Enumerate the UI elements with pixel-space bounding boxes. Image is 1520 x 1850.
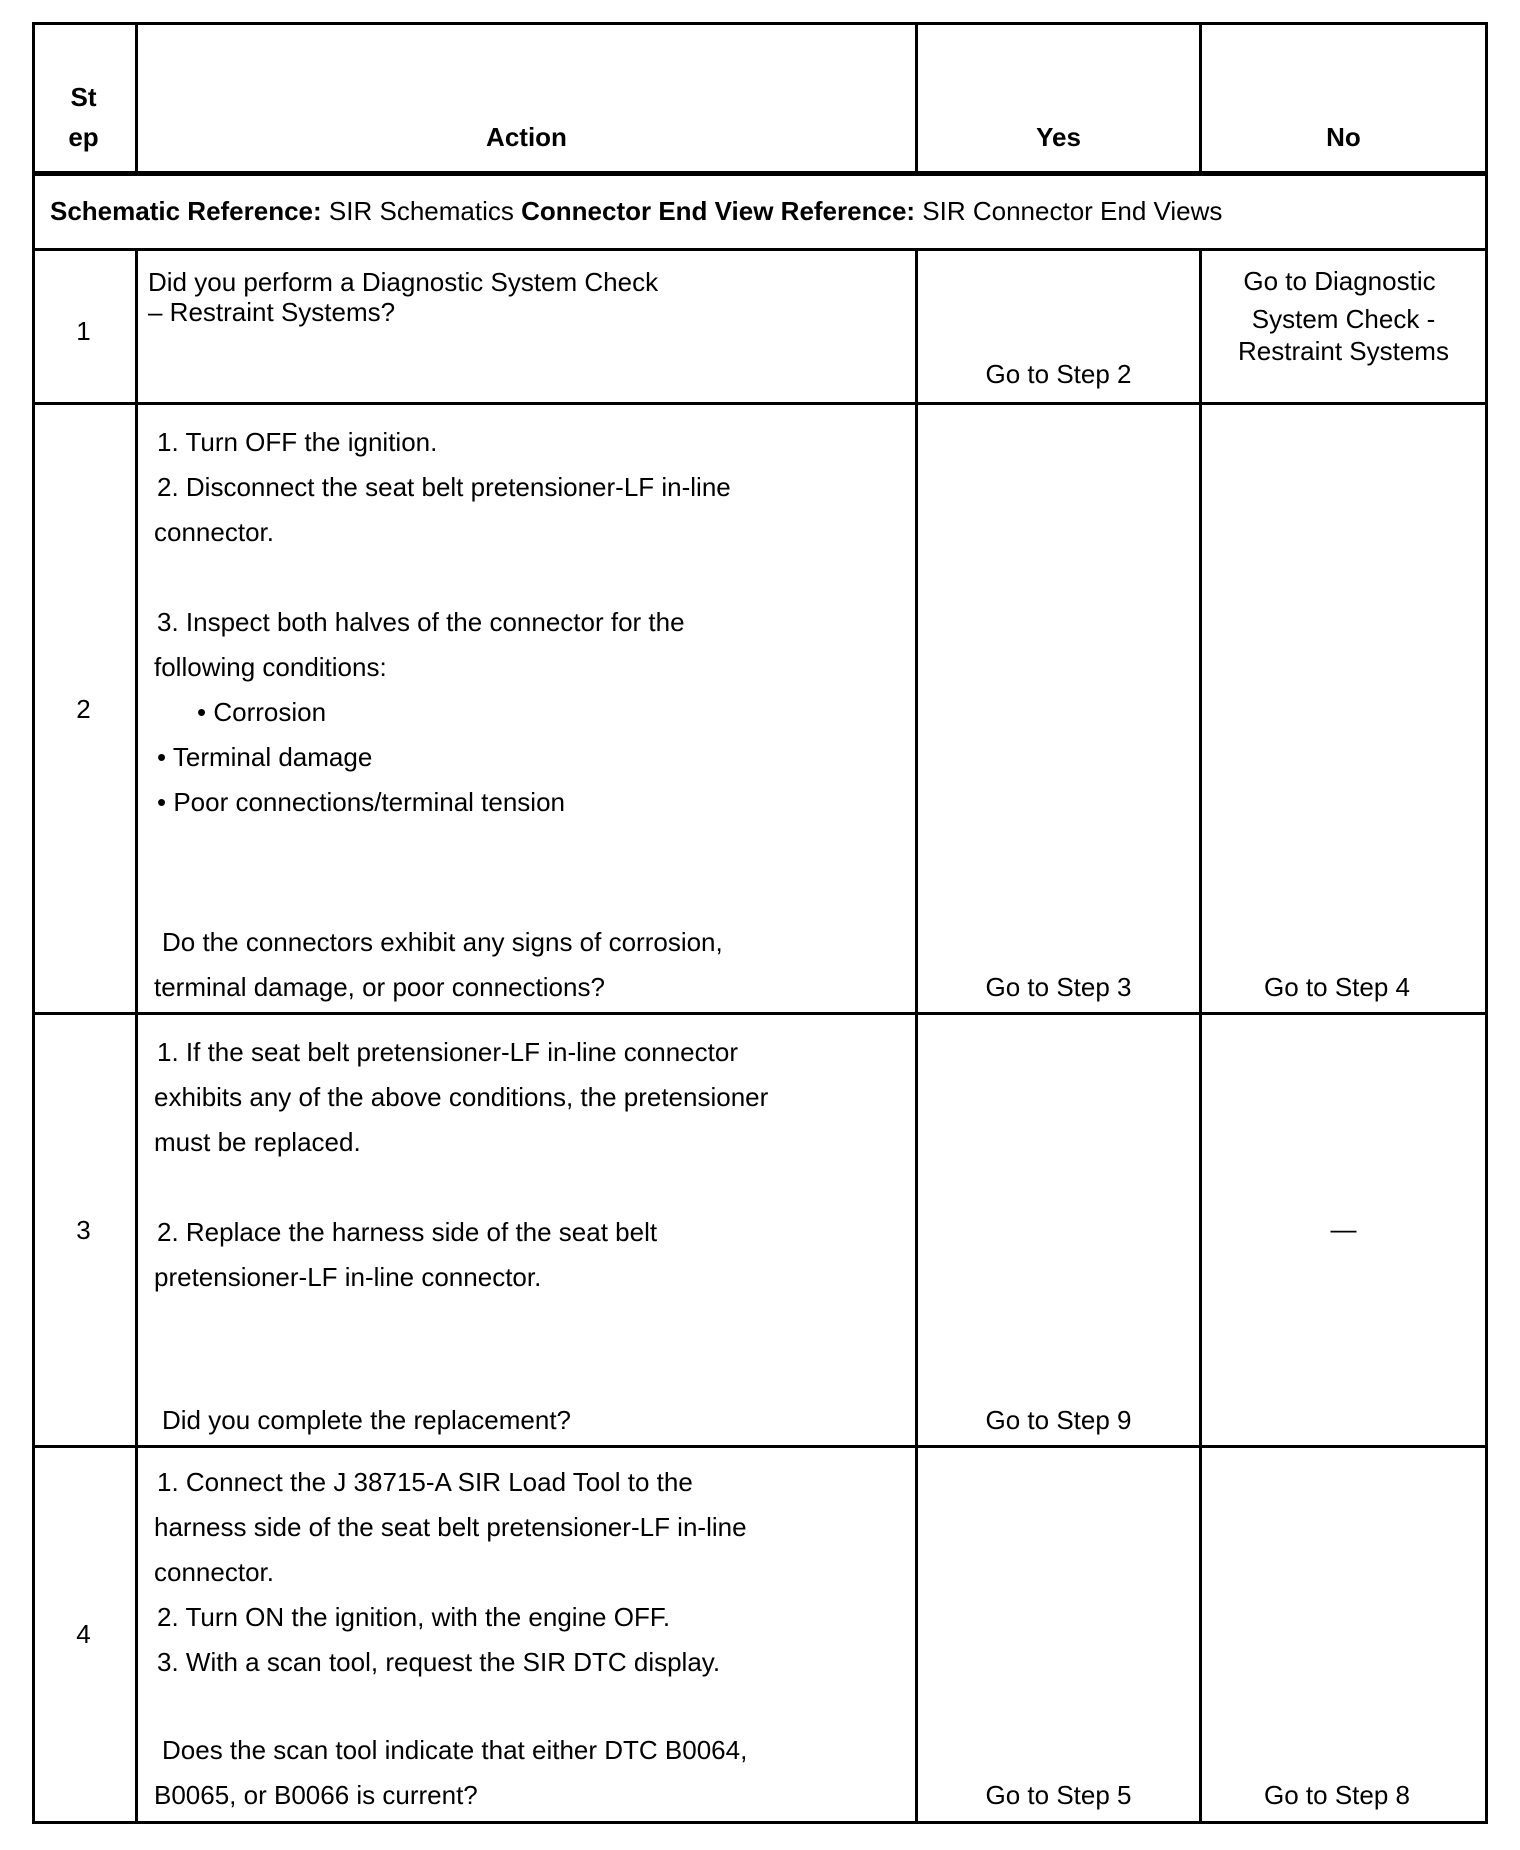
action-question: Do the connectors exhibit any signs of corrosion, xyxy=(162,927,723,957)
no-result-line: Restraint Systems xyxy=(1238,336,1449,366)
schematic-reference-label: Schematic Reference: xyxy=(50,196,322,226)
action-question: Did you complete the replacement? xyxy=(162,1405,572,1435)
action-line: 1. Connect the J 38715-A SIR Load Tool to the xyxy=(157,1467,693,1497)
action-line: connector. xyxy=(154,517,274,547)
action-line: 2. Turn ON the ignition, with the engine OFF. xyxy=(157,1602,671,1632)
action-line: harness side of the seat belt pretensioner-LF in-line xyxy=(154,1512,747,1542)
row-rule xyxy=(32,1012,1488,1015)
header-step-line2: ep xyxy=(68,122,99,152)
table-border-right xyxy=(1485,22,1488,1824)
row-rule xyxy=(32,1445,1488,1448)
column-rule xyxy=(1199,250,1202,1824)
step-number: 4 xyxy=(76,1619,91,1649)
reference-line xyxy=(50,196,1222,226)
action-line: 3. Inspect both halves of the connector for the xyxy=(157,607,685,637)
no-result: Go to Step 8 xyxy=(1264,1780,1410,1810)
step-number: 2 xyxy=(76,694,91,724)
header-step xyxy=(32,82,135,152)
header-rule xyxy=(32,171,1488,176)
action-line: 1. Turn OFF the ignition. xyxy=(157,427,438,457)
yes-result: Go to Step 3 xyxy=(985,972,1132,1002)
no-result: — xyxy=(1330,1214,1357,1244)
yes-result: Go to Step 2 xyxy=(985,359,1132,389)
yes-result: Go to Step 9 xyxy=(985,1405,1132,1435)
action-question: B0065, or B0066 is current? xyxy=(154,1780,478,1810)
connector-reference-value: SIR Connector End Views xyxy=(922,196,1223,226)
connector-reference-label: Connector End View Reference: xyxy=(521,196,916,226)
header-step-line1: St xyxy=(70,82,97,112)
action-line: – Restraint Systems? xyxy=(148,297,396,327)
action-line: Did you perform a Diagnostic System Check xyxy=(148,267,659,297)
column-rule xyxy=(915,250,918,1824)
action-line: following conditions: xyxy=(154,652,387,682)
action-line: connector. xyxy=(154,1557,274,1587)
row-rule xyxy=(32,248,1488,251)
header-action: Action xyxy=(486,122,567,152)
yes-result: Go to Step 5 xyxy=(985,1780,1132,1810)
action-question: Does the scan tool indicate that either DTC B0064, xyxy=(162,1735,748,1765)
header-no: No xyxy=(1326,122,1361,152)
step-number: 1 xyxy=(76,316,91,346)
action-line: 2. Replace the harness side of the seat belt xyxy=(157,1217,658,1247)
schematic-reference-value: SIR Schematics xyxy=(328,196,514,226)
action-line: 3. With a scan tool, request the SIR DTC display. xyxy=(157,1647,721,1677)
no-result-line: Go to Diagnostic xyxy=(1243,266,1436,296)
row-rule xyxy=(32,402,1488,405)
bullet-item: • Poor connections/terminal tension xyxy=(157,787,565,817)
header-yes: Yes xyxy=(1036,122,1081,152)
action-line: exhibits any of the above conditions, the pretensioner xyxy=(154,1082,769,1112)
step-number: 3 xyxy=(76,1215,91,1245)
table-border-left xyxy=(32,22,35,1824)
column-rule xyxy=(135,250,138,1824)
bullet-item: • Terminal damage xyxy=(157,742,373,772)
no-result: Go to Step 4 xyxy=(1264,972,1410,1002)
no-result-line: System Check - xyxy=(1251,304,1436,334)
table-border-top xyxy=(32,22,1488,25)
action-question: terminal damage, or poor connections? xyxy=(154,972,605,1002)
table-border-bottom xyxy=(32,1821,1488,1824)
bullet-item: • Corrosion xyxy=(197,697,327,727)
action-line: pretensioner-LF in-line connector. xyxy=(154,1262,542,1292)
action-line: 1. If the seat belt pretensioner-LF in-line connector xyxy=(157,1037,738,1067)
action-line: must be replaced. xyxy=(154,1127,361,1157)
diagnostic-table xyxy=(32,22,1488,1824)
action-line: 2. Disconnect the seat belt pretensioner-LF in-line xyxy=(157,472,731,502)
